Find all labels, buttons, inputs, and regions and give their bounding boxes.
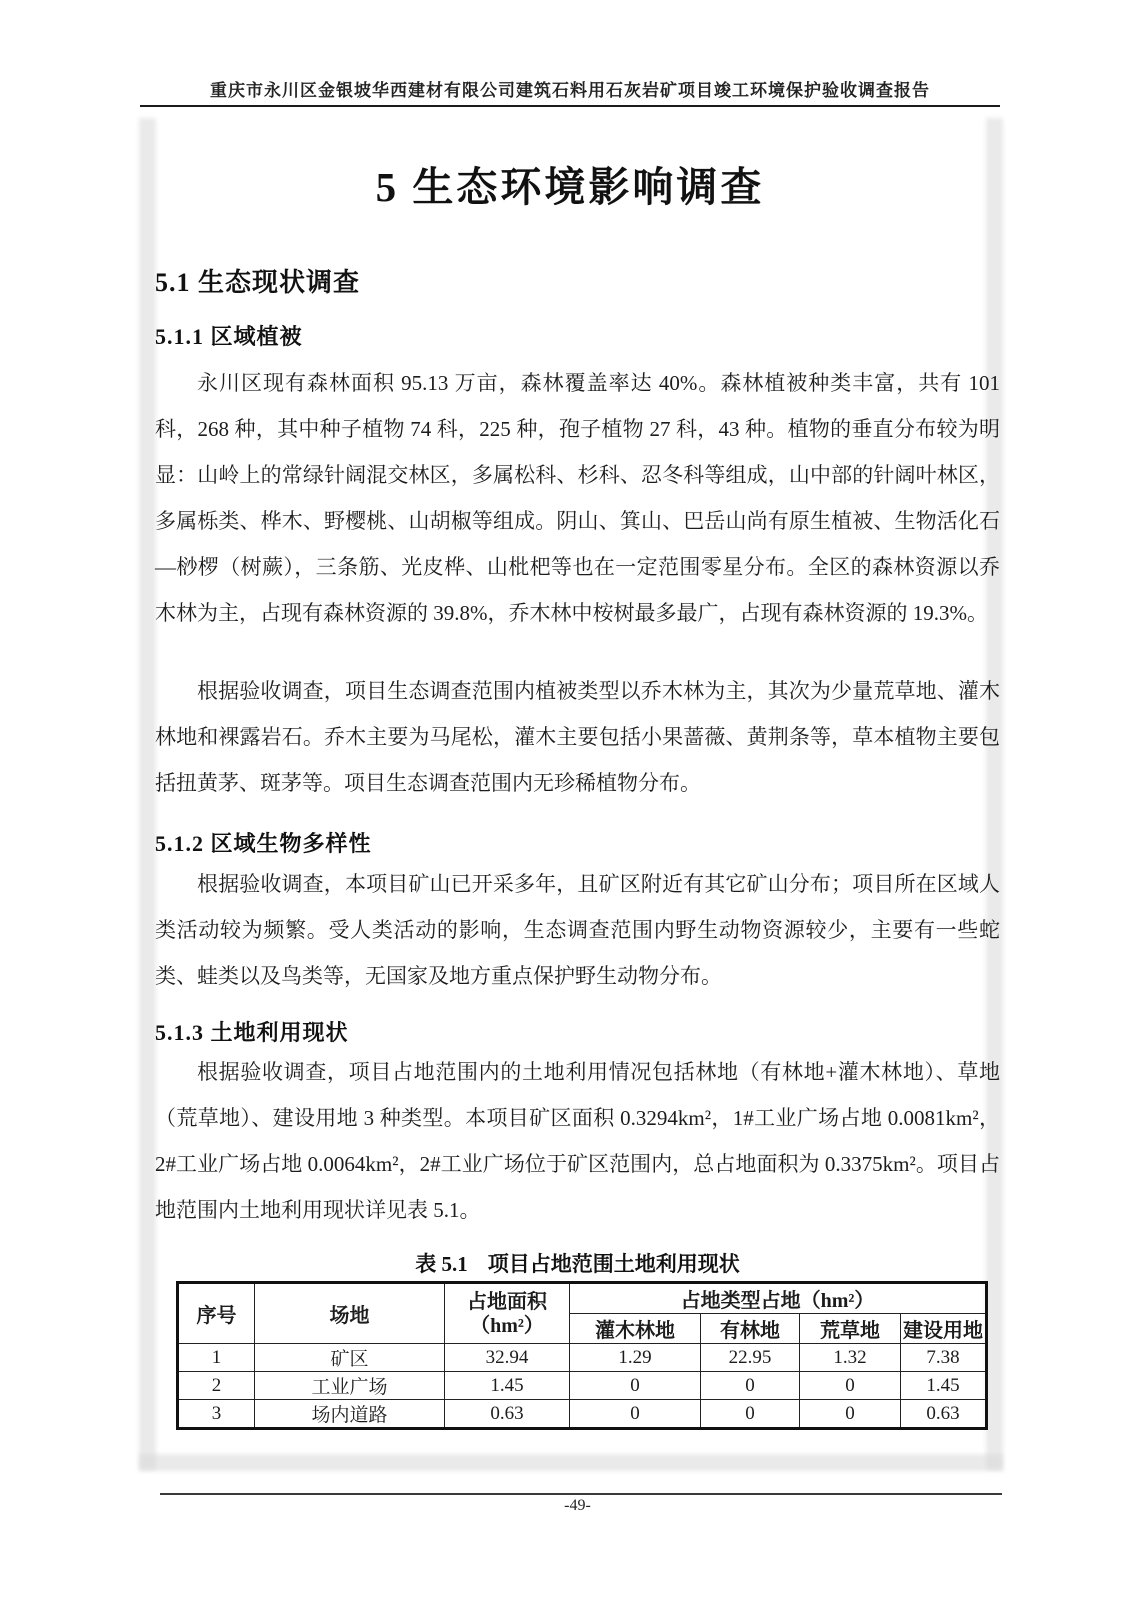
section-heading-5-1-1: 5.1.1 区域植被: [155, 324, 303, 349]
cell-shrub: 1.29: [570, 1344, 701, 1372]
chapter-title: 5 生态环境影响调查: [375, 164, 765, 210]
table-caption: [155, 1248, 1000, 1278]
col-header-area-line1: 占地面积: [467, 1290, 547, 1313]
header-divider: [140, 105, 1000, 107]
cell-forest: 0: [701, 1372, 800, 1400]
section-heading-5-1: 5.1 生态现状调查: [155, 268, 361, 297]
table-caption-label: 表 5.1: [415, 1252, 468, 1276]
col-header-area: [445, 1283, 570, 1344]
paragraph-land-use: 根据验收调查，项目占地范围内的土地利用情况包括林地（有林地+灌木林地）、草地（荒草地）、建设用地 3 种类型。本项目矿区面积 0.3294km²，1#工业广场占地 0.0081km²，2#工业广场占地 0.0064km²，2#工业广场位于矿区范围内，总占地面积为 0.3375km²。项目占地范围内土地利用现状详见表 5.1。: [155, 1060, 1000, 1222]
cell-forest: 22.95: [701, 1344, 800, 1372]
paragraph-vegetation-1: 永川区现有森林面积 95.13 万亩，森林覆盖率达 40%。森林植被种类丰富，共有 101 科，268 种，其中种子植物 74 科，225 种，孢子植物 27 科，43 种。植物的垂直分布较为明显：山岭上的常绿针阔混交林区，多属松科、杉科、忍冬科等组成，山中部的针阔叶林区，多属栎类、桦木、野樱桃、山胡椒等组成。阴山、箕山、巴岳山尚有原生植被、生物活化石—桫椤（树蕨），三条筋、光皮桦、山枇杷等也在一定范围零星分布。全区的森林资源以乔木林为主，占现有森林资源的 39.8%，乔木林中桉树最多最广，占现有森林资源的 19.3%。: [155, 371, 1000, 625]
section-heading-5-1-2: 5.1.2 区域生物多样性: [155, 831, 372, 856]
col-header-type-group: 占地类型占地（hm²）: [570, 1283, 987, 1314]
col-header-index: 序号: [178, 1283, 255, 1344]
cell-construction: 0.63: [901, 1400, 987, 1429]
cell-area: 0.63: [445, 1400, 570, 1429]
table-row: [178, 1372, 987, 1400]
page-number: -49-: [564, 1497, 591, 1514]
col-header-site: 场地: [255, 1283, 445, 1344]
cell-forest: 0: [701, 1400, 800, 1429]
cell-index: 3: [178, 1400, 255, 1429]
cell-shrub: 0: [570, 1372, 701, 1400]
table-row: [178, 1344, 987, 1372]
col-header-area-line2: （hm²）: [470, 1314, 544, 1337]
running-header: 重庆市永川区金银坡华西建材有限公司建筑石料用石灰岩矿项目竣工环境保护验收调查报告: [210, 81, 930, 100]
col-header-forestland: 有林地: [701, 1314, 800, 1344]
cell-construction: 1.45: [901, 1372, 987, 1400]
cell-site: 场内道路: [255, 1400, 445, 1429]
col-header-construction: 建设用地: [901, 1314, 987, 1344]
table-caption-title: 项目占地范围土地利用现状: [487, 1252, 740, 1276]
cell-area: 1.45: [445, 1372, 570, 1400]
cell-grass: 1.32: [800, 1344, 901, 1372]
cell-grass: 0: [800, 1400, 901, 1429]
col-header-shrubland: 灌木林地: [570, 1314, 701, 1344]
land-use-table: [176, 1281, 988, 1430]
cell-index: 1: [178, 1344, 255, 1372]
cell-area: 32.94: [445, 1344, 570, 1372]
cell-site: 工业广场: [255, 1372, 445, 1400]
cell-shrub: 0: [570, 1400, 701, 1429]
paragraph-vegetation-2: 根据验收调查，项目生态调查范围内植被类型以乔木林为主，其次为少量荒草地、灌木林地和裸露岩石。乔木主要为马尾松，灌木主要包括小果蔷薇、黄荆条等，草本植物主要包括扭黄茅、斑茅等。项目生态调查范围内无珍稀植物分布。: [155, 679, 1000, 795]
paragraph-biodiversity: 根据验收调查，本项目矿山已开采多年，且矿区附近有其它矿山分布；项目所在区域人类活动较为频繁。受人类活动的影响，生态调查范围内野生动物资源较少，主要有一些蛇类、蛙类以及鸟类等，无国家及地方重点保护野生动物分布。: [155, 872, 1000, 988]
cell-grass: 0: [800, 1372, 901, 1400]
table-row: [178, 1400, 987, 1429]
footer-divider: [160, 1493, 1002, 1495]
cell-index: 2: [178, 1372, 255, 1400]
col-header-grassland: 荒草地: [800, 1314, 901, 1344]
section-heading-5-1-3: 5.1.3 土地利用现状: [155, 1020, 349, 1045]
cell-site: 矿区: [255, 1344, 445, 1372]
cell-construction: 7.38: [901, 1344, 987, 1372]
